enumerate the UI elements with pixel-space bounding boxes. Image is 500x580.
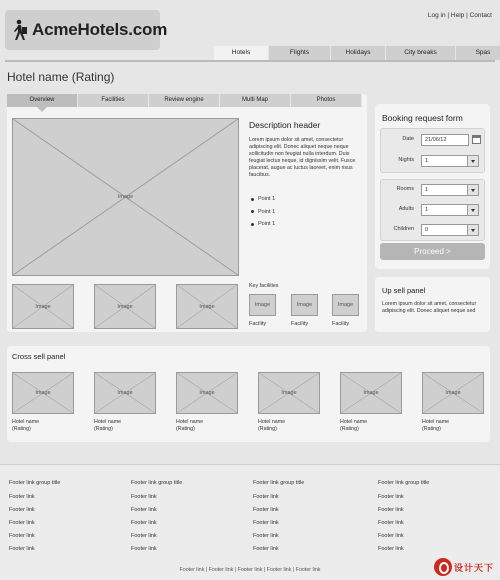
calendar-icon[interactable] bbox=[472, 135, 481, 144]
cross-sell-image[interactable] bbox=[258, 372, 320, 414]
date-label: Date bbox=[402, 136, 414, 142]
watermark-text: 设计天下 bbox=[453, 562, 494, 573]
bullet-icon bbox=[251, 198, 254, 201]
top-links[interactable]: Log in | Help | Contact bbox=[427, 12, 492, 19]
cross-sell-image[interactable] bbox=[422, 372, 484, 414]
cross-sell-caption[interactable] bbox=[94, 419, 154, 432]
image-label: Image bbox=[296, 302, 313, 308]
hotel-rating: (Rating) bbox=[340, 425, 359, 432]
image-label: Image bbox=[117, 194, 134, 200]
rooms-value: 1 bbox=[425, 187, 429, 193]
nights-row bbox=[381, 155, 484, 167]
cross-sell-title: Cross sell panel bbox=[12, 352, 66, 361]
tab-review-engine[interactable]: Review engine bbox=[149, 94, 220, 107]
cross-sell-caption[interactable] bbox=[12, 419, 72, 432]
thumbnail-image[interactable] bbox=[12, 284, 74, 329]
upsell-text: Lorem ipsum dolor sit amet, consectetur adipiscing elit. Donec aliquet neque sed bbox=[382, 301, 477, 314]
nav-tab-flights[interactable]: Flights bbox=[268, 46, 330, 60]
nav-tab-hotels[interactable]: Hotels bbox=[213, 46, 268, 60]
date-row bbox=[381, 134, 484, 146]
footer bbox=[0, 464, 500, 580]
cross-sell-caption[interactable] bbox=[422, 419, 482, 432]
footer-column bbox=[9, 480, 129, 559]
hotel-name: Hotel name bbox=[340, 419, 368, 425]
footer-link[interactable]: Footer link bbox=[9, 494, 35, 500]
logo-text: AcmeHotels.com bbox=[32, 20, 168, 39]
hotel-name: Hotel name bbox=[12, 419, 40, 425]
nights-select[interactable] bbox=[421, 155, 479, 167]
nav-tab-city-breaks[interactable]: City breaks bbox=[385, 46, 455, 60]
children-value: 0 bbox=[425, 227, 429, 233]
bullet-icon bbox=[251, 223, 254, 226]
image-label: Image bbox=[199, 303, 215, 310]
footer-link[interactable]: Footer link bbox=[131, 533, 157, 539]
nav-tab-spas[interactable]: Spas bbox=[455, 46, 500, 60]
rooms-label: Rooms bbox=[396, 186, 414, 192]
image-label: Image bbox=[337, 302, 354, 308]
watermark-icon bbox=[434, 558, 452, 576]
tab-overview[interactable]: Overview bbox=[7, 94, 78, 107]
footer-link[interactable]: Footer link bbox=[9, 533, 35, 539]
date-field[interactable]: 21/06/12 bbox=[421, 134, 469, 146]
list-item bbox=[251, 218, 275, 231]
footer-link[interactable]: Footer link bbox=[9, 546, 35, 552]
list-item bbox=[251, 206, 275, 219]
tab-facilities[interactable]: Facilities bbox=[78, 94, 149, 107]
chevron-down-icon[interactable] bbox=[467, 185, 478, 195]
hotel-tabs bbox=[7, 94, 362, 107]
cross-sell-caption[interactable] bbox=[258, 419, 318, 432]
footer-link[interactable]: Footer link bbox=[253, 533, 279, 539]
footer-link[interactable]: Footer link bbox=[131, 520, 157, 526]
main-image[interactable] bbox=[12, 118, 239, 276]
footer-group-title: Footer link group title bbox=[253, 480, 305, 486]
image-label: Image bbox=[117, 303, 133, 310]
footer-link[interactable]: Footer link bbox=[378, 494, 404, 500]
proceed-button[interactable]: Proceed > bbox=[380, 243, 485, 260]
footer-link[interactable]: Footer link bbox=[378, 546, 404, 552]
description-header: Description header bbox=[249, 120, 321, 130]
chevron-down-icon[interactable] bbox=[467, 205, 478, 215]
hotel-rating: (Rating) bbox=[258, 425, 277, 432]
point-text: Point 1 bbox=[258, 208, 276, 215]
facility-image[interactable] bbox=[291, 294, 318, 316]
footer-link[interactable]: Footer link bbox=[253, 546, 279, 552]
facility-image[interactable] bbox=[332, 294, 359, 316]
cross-sell-image[interactable] bbox=[94, 372, 156, 414]
logo[interactable] bbox=[5, 10, 168, 50]
footer-column bbox=[253, 480, 373, 559]
hotel-name: Hotel name bbox=[94, 419, 122, 425]
rooms-select[interactable] bbox=[421, 184, 479, 196]
points-list bbox=[251, 193, 275, 231]
traveler-icon bbox=[11, 19, 29, 41]
footer-link[interactable]: Footer link bbox=[378, 533, 404, 539]
adults-value: 1 bbox=[425, 207, 429, 213]
list-item bbox=[251, 193, 275, 206]
footer-group-title: Footer link group title bbox=[131, 480, 183, 486]
footer-link[interactable]: Footer link bbox=[253, 520, 279, 526]
facility-caption: Facility bbox=[249, 321, 267, 327]
footer-group-title: Footer link group title bbox=[9, 480, 61, 486]
guests-group bbox=[380, 179, 485, 241]
tab-photos[interactable]: Photos bbox=[291, 94, 362, 107]
image-label: Image bbox=[445, 390, 461, 396]
adults-select[interactable] bbox=[421, 204, 479, 216]
footer-column bbox=[131, 480, 251, 559]
facility-caption: Facility bbox=[291, 321, 309, 327]
image-label: Image bbox=[363, 390, 379, 396]
thumbnail-image[interactable] bbox=[94, 284, 156, 329]
facility-image[interactable] bbox=[249, 294, 276, 316]
page-title: Hotel name (Rating) bbox=[7, 70, 115, 84]
adults-row bbox=[381, 204, 484, 216]
upsell-title: Up sell panel bbox=[382, 286, 426, 295]
point-text: Point 1 bbox=[258, 196, 276, 203]
rooms-row bbox=[381, 184, 484, 196]
footer-bottom-links[interactable]: Footer link | Footer link | Footer link | Footer link | Footer link bbox=[179, 567, 321, 573]
children-label: Children bbox=[393, 226, 414, 232]
footer-link[interactable]: Footer link bbox=[131, 507, 157, 513]
footer-column bbox=[378, 480, 498, 559]
footer-link[interactable]: Footer link bbox=[131, 546, 157, 552]
footer-link[interactable]: Footer link bbox=[253, 494, 279, 500]
cross-sell-image[interactable] bbox=[340, 372, 402, 414]
nav-tab-holidays[interactable]: Holidays bbox=[330, 46, 385, 60]
image-label: Image bbox=[35, 390, 51, 396]
cross-sell-caption[interactable] bbox=[340, 419, 400, 432]
hotel-name: Hotel name bbox=[422, 419, 450, 425]
date-group bbox=[380, 128, 485, 173]
active-tab-pointer bbox=[37, 107, 47, 112]
image-label: Image bbox=[199, 390, 215, 396]
booking-title: Booking request form bbox=[382, 113, 463, 123]
key-facilities-label: Key facilities bbox=[249, 283, 279, 289]
footer-group-title: Footer link group title bbox=[378, 480, 430, 486]
footer-link[interactable]: Footer link bbox=[378, 507, 404, 513]
adults-label: Adults bbox=[398, 206, 414, 212]
footer-link[interactable]: Footer link bbox=[131, 494, 157, 500]
hotel-rating: (Rating) bbox=[176, 425, 195, 432]
image-label: Image bbox=[117, 390, 133, 396]
description-text: Lorem ipsum dolor sit amet, consectetur adipiscing elit. Donec aliquet neque neque sollicitudin non feugiat nulla interdum. Duis feugiat lectus neque, id dignissim velit. Fusce placerat, augue ac luctus laoreet, enim risus faucibus. bbox=[249, 137, 356, 178]
footer-link[interactable]: Footer link bbox=[253, 507, 279, 513]
image-label: Image bbox=[35, 303, 51, 310]
facility-caption: Facility bbox=[332, 321, 350, 327]
main-nav bbox=[213, 46, 500, 60]
image-label: Image bbox=[281, 390, 297, 396]
watermark-logo bbox=[434, 558, 494, 576]
footer-link[interactable]: Footer link bbox=[9, 507, 35, 513]
thumbnail-image[interactable] bbox=[176, 284, 238, 329]
nav-divider bbox=[5, 60, 495, 62]
cross-sell-caption[interactable] bbox=[176, 419, 236, 432]
upsell-panel bbox=[375, 277, 490, 332]
nights-value: 1 bbox=[425, 158, 429, 164]
bullet-icon bbox=[251, 210, 254, 213]
hotel-overview-panel bbox=[7, 94, 367, 332]
children-row bbox=[381, 224, 484, 236]
cross-sell-panel bbox=[7, 346, 490, 442]
hotel-rating: (Rating) bbox=[94, 425, 113, 432]
footer-link[interactable]: Footer link bbox=[9, 520, 35, 526]
image-label: Image bbox=[254, 302, 271, 308]
tab-multi-map[interactable]: Multi Map bbox=[220, 94, 291, 107]
footer-link[interactable]: Footer link bbox=[378, 520, 404, 526]
point-text: Point 1 bbox=[258, 221, 276, 228]
chevron-down-icon[interactable] bbox=[467, 156, 478, 166]
chevron-down-icon[interactable] bbox=[467, 225, 478, 235]
children-select[interactable] bbox=[421, 224, 479, 236]
cross-sell-image[interactable] bbox=[176, 372, 238, 414]
hotel-rating: (Rating) bbox=[12, 425, 31, 432]
nights-label: Nights bbox=[398, 157, 414, 163]
hotel-name: Hotel name bbox=[176, 419, 204, 425]
hotel-rating: (Rating) bbox=[422, 425, 441, 432]
cross-sell-image[interactable] bbox=[12, 372, 74, 414]
booking-form bbox=[375, 104, 490, 269]
hotel-name: Hotel name bbox=[258, 419, 286, 425]
